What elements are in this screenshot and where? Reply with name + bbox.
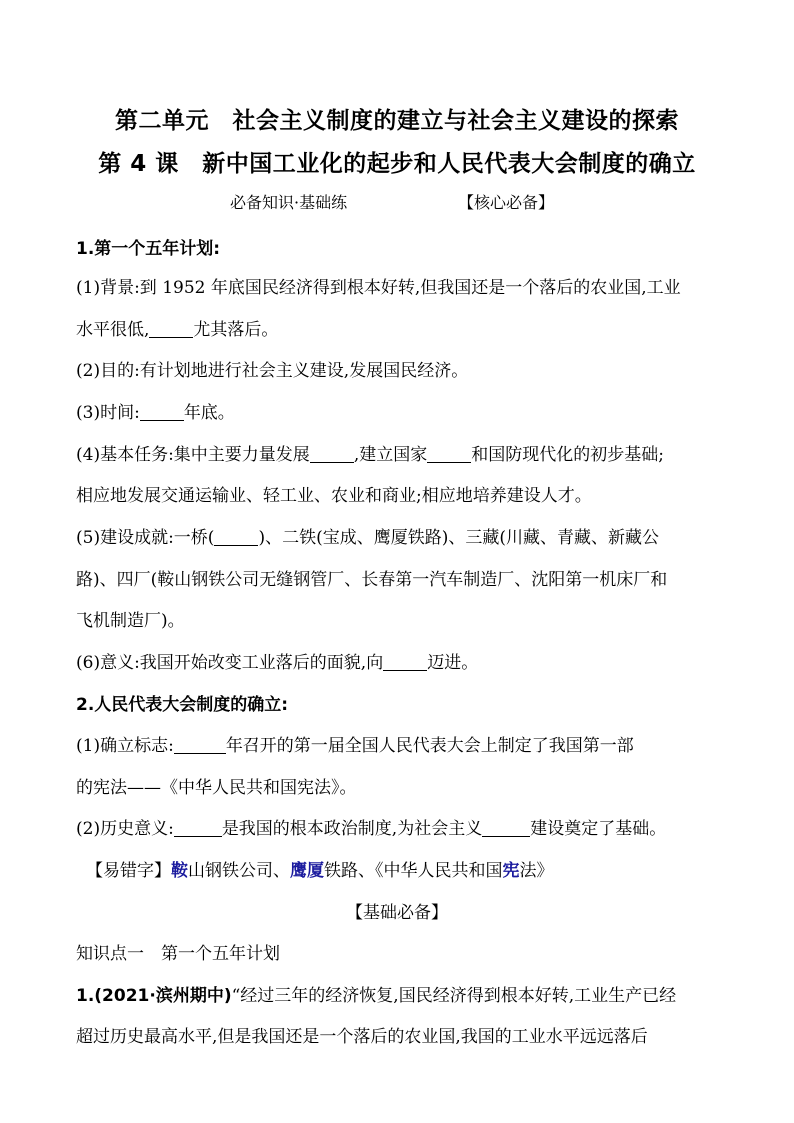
s1-line-task-cont: 相应地发展交通运输业、轻工业、农业和商业;相应地培养建设人才。 bbox=[76, 486, 592, 506]
text: ,建立国家 bbox=[353, 445, 428, 465]
highlight-char: 鹰 bbox=[290, 861, 307, 881]
fill-blank[interactable] bbox=[383, 654, 427, 671]
s1-line-task bbox=[76, 440, 664, 465]
highlight-char: 厦 bbox=[307, 861, 324, 881]
basic-essentials-heading: 【基础必备】 bbox=[346, 903, 448, 923]
text: 和国防现代化的初步基础; bbox=[471, 445, 664, 465]
fill-blank[interactable] bbox=[174, 820, 222, 837]
fill-blank[interactable] bbox=[214, 529, 258, 546]
text: 年底。 bbox=[183, 403, 235, 423]
s2-line-sign-cont: 的宪法——《中华人民共和国宪法》。 bbox=[76, 778, 357, 798]
s1-line-background: (1)背景:到 1952 年底国民经济得到根本好转,但我国还是一个落后的农业国,工业 bbox=[76, 278, 681, 298]
section1-heading: 1.第一个五年计划: bbox=[76, 239, 221, 259]
fill-blank[interactable] bbox=[482, 820, 530, 837]
text: (1)确立标志: bbox=[76, 736, 174, 756]
highlight-char: 宪 bbox=[502, 861, 520, 881]
text: 建设奠定了基础。 bbox=[530, 819, 667, 839]
text: 法》 bbox=[519, 861, 554, 881]
text: (3)时间: bbox=[76, 403, 140, 423]
knowledge-point-title: 知识点一 第一个五年计划 bbox=[76, 944, 280, 964]
text: (6)意义:我国开始改变工业落后的面貌,向 bbox=[76, 653, 384, 673]
text: “经过三年的经济恢复,国民经济得到根本好转,工业生产已经 bbox=[231, 986, 677, 1006]
s1-line-achievements bbox=[76, 523, 659, 548]
subtitle-label: 必备知识·基础练 bbox=[230, 193, 348, 212]
highlight-char: 鞍 bbox=[171, 861, 188, 881]
text: 水平很低, bbox=[76, 320, 150, 340]
s1-line-achievements-cont: 路)、四厂(鞍山钢铁公司无缝钢管厂、长春第一汽车制造厂、沈阳第一机床厂和 bbox=[76, 570, 668, 590]
typo-note bbox=[86, 856, 554, 881]
text: (4)基本任务:集中主要力量发展 bbox=[76, 445, 310, 465]
typo-label: 【易错字】 bbox=[86, 861, 171, 881]
text: 铁路、《中华人民共和国 bbox=[324, 861, 503, 881]
question-1-line-2: 超过历史最高水平,但是我国还是一个落后的农业国,我国的工业水平远远落后 bbox=[76, 1027, 648, 1047]
s2-line-sign bbox=[76, 731, 634, 756]
text: 年召开的第一届全国人民代表大会上制定了我国第一部 bbox=[225, 736, 634, 756]
text: (2)历史意义: bbox=[76, 819, 174, 839]
section2-heading: 2.人民代表大会制度的确立: bbox=[76, 695, 289, 715]
s1-line-significance bbox=[76, 648, 478, 673]
text: (5)建设成就:一桥( bbox=[76, 528, 215, 548]
s1-line-time bbox=[76, 398, 235, 423]
fill-blank[interactable] bbox=[149, 321, 193, 338]
text: 是我国的根本政治制度,为社会主义 bbox=[221, 819, 483, 839]
text: 山钢铁公司、 bbox=[188, 861, 290, 881]
s1-line-purpose: (2)目的:有计划地进行社会主义建设,发展国民经济。 bbox=[76, 361, 469, 381]
question-1-line-1 bbox=[76, 981, 676, 1006]
unit-title: 第二单元 社会主义制度的建立与社会主义建设的探索 bbox=[115, 108, 679, 134]
s1-line-background-cont bbox=[76, 315, 278, 340]
text: 尤其落后。 bbox=[193, 320, 279, 340]
fill-blank[interactable] bbox=[174, 737, 226, 754]
fill-blank[interactable] bbox=[310, 446, 354, 463]
text: )、二铁(宝成、鹰厦铁路)、三藏(川藏、青藏、新藏公 bbox=[258, 528, 659, 548]
text: 迈进。 bbox=[427, 653, 479, 673]
question-number: 1.(2021·滨州期中) bbox=[76, 986, 232, 1006]
s2-line-significance bbox=[76, 814, 666, 839]
lesson-title: 第 4 课 新中国工业化的起步和人民代表大会制度的确立 bbox=[98, 151, 696, 177]
fill-blank[interactable] bbox=[140, 404, 184, 421]
core-essentials-label: 【核心必备】 bbox=[458, 193, 555, 212]
fill-blank[interactable] bbox=[427, 446, 471, 463]
s1-line-achievements-end: 飞机制造厂)。 bbox=[76, 611, 185, 631]
